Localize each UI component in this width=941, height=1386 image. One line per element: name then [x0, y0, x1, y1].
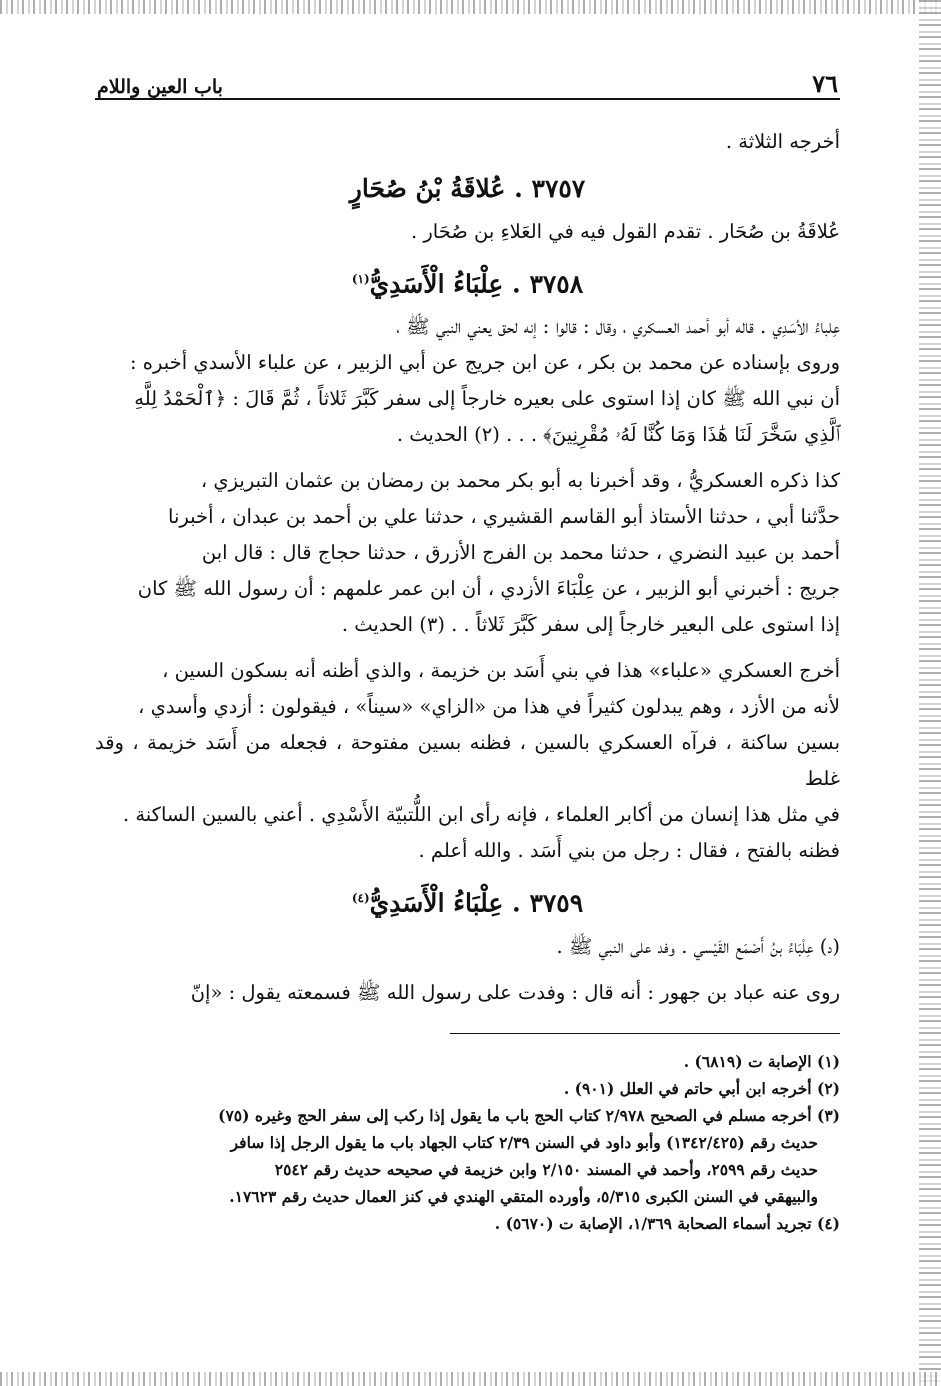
page-number: ٧٦ — [812, 69, 838, 98]
entry-3758-p1-line1: عِلباءُ الأسَدِي . قاله أبو أحمد العسكري ، وقال : قالوا : إنه لحق يعني النبي ﷺ ، — [396, 315, 840, 339]
entry-heading-3758-text: ٣٧٥٨ . عِلْبَاءُ الْأَسَدِيُّ — [369, 269, 584, 299]
entry-3758-p3-line1: أخرج العسكري «علباء» هذا في بني أَسَد بن خزيمة ، والذي أظنه أنه بسكون السين ، — [162, 659, 840, 683]
entry-3758-p2-line4: جريج : أخبرني أبو الزبير ، عن عِلْبَاءَ الأزدي ، أن ابن عمر علمهم : أن رسول الله ﷺ كان — [137, 577, 840, 601]
entry-3758-p3-line2: لأنه من الأزد ، وهم يبدلون كثيراً في هذا من «الزاي» «سيناً» ، فيقولون : أزدي وأسدي ، — [138, 695, 840, 719]
page-border-right — [919, 0, 941, 1386]
entry-3758-p2-line3: أحمد بن عبيد النضري ، حدثنا محمد بن الفرج الأزرق ، حدثنا حجاج قال : قال ابن — [201, 541, 840, 565]
page-border-top — [0, 0, 941, 14]
entry-3758-p3-line3: بسين ساكنة ، فرآه العسكري بالسين ، فظنه بسين مفتوحة ، فجعله من أَسَد خزيمة ، وقد غلط — [95, 731, 840, 791]
entry-3758-p1-line2: وروى بإسناده عن محمد بن بكر ، عن ابن جريج عن أبي الزبير ، عن علباء الأسدي أخبره : — [130, 351, 840, 375]
entry-heading-3758 — [95, 254, 840, 309]
chapter-title: باب العين واللام — [97, 76, 223, 98]
running-header — [95, 62, 840, 100]
entry-3758-p2-line2: حدَّثنا أبي ، حدثنا الأستاذ أبو القاسم القشيري ، حدثنا علي بن أحمد بن عبدان ، أخبرنا — [168, 505, 840, 529]
page-border-bottom — [0, 1372, 941, 1386]
entry-3758-p1-line3: أن نبي الله ﷺ كان إذا استوى على بعيره خارجاً إلى سفر كَبَّرَ ثَلاثاً ، ثُمَّ قَالَ : ﴿ٱلْحَمْدُ لِلَّهِ — [134, 387, 840, 411]
footnote-3-cont-1: حديث رقم (١٣٤٢/٤٢٥) وأبو داود في السنن ٢/٣٩ كتاب الجهاد باب ما يقول الرجل إذا سافر — [230, 1132, 818, 1152]
entry-3758-p1-line4: ٱلَّذِي سَخَّرَ لَنَا هَٰذَا وَمَا كُنَّا لَهُۥ مُقْرِنِينَ﴾ . . . (٢) الحديث . — [396, 423, 840, 447]
footnote-2: (٢) أخرجه ابن أبي حاتم في العلل (٩٠١) . — [563, 1078, 840, 1098]
entry-3758-p3-line4: في مثل هذا إنسان من أكابر العلماء ، فإنه رأى ابن اللُّتبيّة الأَسْدِي . أعني بالسين الساكنة . — [122, 803, 840, 827]
footnote-1: (١) الإصابة ت (٦٨١٩) . — [683, 1051, 840, 1071]
footnote-3-cont-3: والبيهقي في السنن الكبرى ٥/٣١٥، وأورده المتقي الهندي في كنز العمال حديث رقم ١٧٦٢٣. — [229, 1186, 818, 1206]
footnote-ref-1: (١) — [351, 272, 370, 286]
entry-3758-p3-line5: فظنه بالفتح ، فقال : رجل من بني أَسَد . والله أعلم . — [418, 839, 840, 863]
entry-3759-p2: روى عنه عباد بن جهور : أنه قال : وفدت على رسول الله ﷺ فسمعته يقول : «إنّ — [190, 980, 840, 1004]
footnote-3-cont-2: حديث رقم ٢٥٩٩، وأحمد في المسند ٢/١٥٠ وابن خزيمة في صحيحه حديث رقم ٢٥٤٢ — [274, 1159, 818, 1179]
book-page — [95, 62, 840, 1237]
entry-heading-3759-text: ٣٧٥٩ . عِلْبَاءُ الْأَسَدِيُّ — [369, 888, 584, 918]
entry-3758-p2-line5: إذا استوى على البعير خارجاً إلى سفر كَبَّرَ ثَلاثاً . . (٣) الحديث . — [341, 613, 840, 637]
footnote-separator — [450, 1033, 840, 1034]
entry-3758-p2-line1: كذا ذكره العسكريُّ ، وقد أخبرنا به أبو بكر محمد بن رمضان بن عثمان التبريزي ، — [200, 469, 840, 493]
footnote-4: (٤) تجريد أسماء الصحابة ١/٣٦٩، الإصابة ت (٥٦٧٠) . — [494, 1213, 840, 1233]
entry-text-3757: عُلاقَةُ بن صُحَار . تقدم القول فيه في العَلاءِ بن صُحَار . — [410, 220, 840, 243]
footnote-ref-4: (٤) — [351, 891, 370, 906]
entry-heading-3757: ٣٧٥٧ . عُلاقَةُ بْنُ صُحَارٍ — [349, 174, 586, 203]
entry-3759-p1: (د) عِلْبَاءُ بنُ أَصْمَع القَيْسي . وفد على النبي ﷺ . — [556, 934, 840, 958]
footnote-3: (٣) أخرجه مسلم في الصحيح ٢/٩٧٨ كتاب الحج باب ما يقول إذا ركب إلى سفر الحج وغيره (٧٥) — [218, 1105, 840, 1125]
intro-line: أخرجه الثلاثة . — [725, 130, 840, 153]
entry-heading-3759 — [95, 873, 840, 928]
